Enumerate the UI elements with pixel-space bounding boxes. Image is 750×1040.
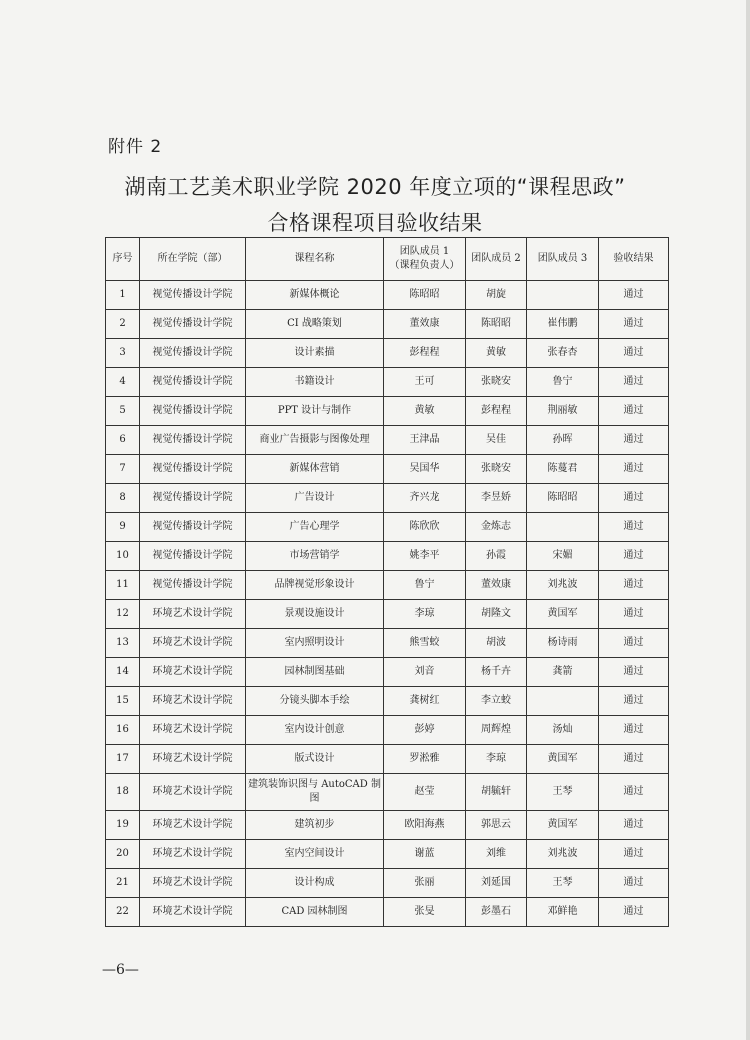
- cell-course: 书籍设计: [246, 368, 384, 397]
- cell-index: 17: [106, 745, 140, 774]
- header-member-3: 团队成员 3: [527, 238, 599, 281]
- cell-college: 环境艺术设计学院: [140, 687, 246, 716]
- table-row: [106, 629, 669, 658]
- cell-college: 环境艺术设计学院: [140, 716, 246, 745]
- cell-index: 8: [106, 484, 140, 513]
- cell-college: 视觉传播设计学院: [140, 397, 246, 426]
- cell-index: 1: [106, 281, 140, 310]
- cell-member-1: 姚李平: [384, 542, 466, 571]
- table-row: [106, 600, 669, 629]
- cell-member-2: 郭思云: [466, 811, 527, 840]
- cell-college: 视觉传播设计学院: [140, 571, 246, 600]
- cell-member-2: 陈昭昭: [466, 310, 527, 339]
- cell-member-1: 吴国华: [384, 455, 466, 484]
- cell-college: 环境艺术设计学院: [140, 898, 246, 927]
- cell-member-2: 吴佳: [466, 426, 527, 455]
- cell-member-3: 孙晖: [527, 426, 599, 455]
- cell-member-3: [527, 281, 599, 310]
- cell-result: 通过: [599, 629, 669, 658]
- table-row: [106, 898, 669, 927]
- cell-index: 10: [106, 542, 140, 571]
- cell-member-2: 李立蛟: [466, 687, 527, 716]
- cell-college: 环境艺术设计学院: [140, 658, 246, 687]
- table-row: [106, 840, 669, 869]
- cell-result: 通过: [599, 898, 669, 927]
- cell-course: 新媒体营销: [246, 455, 384, 484]
- cell-index: 2: [106, 310, 140, 339]
- table-row: [106, 368, 669, 397]
- cell-college: 视觉传播设计学院: [140, 542, 246, 571]
- cell-index: 18: [106, 774, 140, 811]
- cell-member-3: 宋媚: [527, 542, 599, 571]
- cell-member-2: 李琼: [466, 745, 527, 774]
- cell-result: 通过: [599, 869, 669, 898]
- cell-course: 市场营销学: [246, 542, 384, 571]
- header-index: 序号: [106, 238, 140, 281]
- cell-index: 12: [106, 600, 140, 629]
- cell-member-2: 刘维: [466, 840, 527, 869]
- cell-course: 室内照明设计: [246, 629, 384, 658]
- cell-course: 品牌视觉形象设计: [246, 571, 384, 600]
- cell-member-1: 鲁宁: [384, 571, 466, 600]
- table-row: [106, 397, 669, 426]
- cell-member-3: 龚箭: [527, 658, 599, 687]
- cell-member-1: 王可: [384, 368, 466, 397]
- header-member-1: 团队成员 1 （课程负责人）: [384, 238, 466, 281]
- cell-index: 19: [106, 811, 140, 840]
- table-row: [106, 513, 669, 542]
- cell-member-3: 陈昭昭: [527, 484, 599, 513]
- cell-member-1: 龚树红: [384, 687, 466, 716]
- cell-member-2: 胡毓轩: [466, 774, 527, 811]
- table-row: [106, 774, 669, 811]
- cell-index: 15: [106, 687, 140, 716]
- cell-index: 6: [106, 426, 140, 455]
- cell-member-3: 杨诗雨: [527, 629, 599, 658]
- table-row: [106, 745, 669, 774]
- cell-college: 环境艺术设计学院: [140, 811, 246, 840]
- cell-course: PPT 设计与制作: [246, 397, 384, 426]
- cell-member-2: 张晓安: [466, 455, 527, 484]
- cell-member-1: 熊雪蛟: [384, 629, 466, 658]
- table-row: [106, 455, 669, 484]
- table-row: [106, 687, 669, 716]
- cell-index: 22: [106, 898, 140, 927]
- table-row: [106, 339, 669, 368]
- cell-college: 环境艺术设计学院: [140, 869, 246, 898]
- cell-member-1: 罗淞雅: [384, 745, 466, 774]
- cell-member-2: 金炼志: [466, 513, 527, 542]
- table-row: [106, 542, 669, 571]
- cell-index: 14: [106, 658, 140, 687]
- cell-result: 通过: [599, 281, 669, 310]
- page-number: —6—: [102, 962, 139, 978]
- cell-member-3: 张春杏: [527, 339, 599, 368]
- cell-member-3: 刘兆波: [527, 840, 599, 869]
- cell-member-2: 胡旋: [466, 281, 527, 310]
- cell-member-1: 董效康: [384, 310, 466, 339]
- cell-member-2: 张晓安: [466, 368, 527, 397]
- table-row: [106, 281, 669, 310]
- page-edge: [746, 0, 750, 1040]
- cell-member-2: 彭程程: [466, 397, 527, 426]
- cell-course: 分镜头脚本手绘: [246, 687, 384, 716]
- cell-result: 通过: [599, 397, 669, 426]
- cell-member-1: 王津晶: [384, 426, 466, 455]
- cell-member-3: 黄国军: [527, 811, 599, 840]
- cell-college: 视觉传播设计学院: [140, 368, 246, 397]
- cell-member-1: 张旻: [384, 898, 466, 927]
- cell-index: 4: [106, 368, 140, 397]
- cell-college: 视觉传播设计学院: [140, 310, 246, 339]
- cell-member-1: 彭婷: [384, 716, 466, 745]
- cell-college: 视觉传播设计学院: [140, 339, 246, 368]
- cell-member-1: 齐兴龙: [384, 484, 466, 513]
- cell-index: 3: [106, 339, 140, 368]
- cell-course: CI 战略策划: [246, 310, 384, 339]
- cell-result: 通过: [599, 774, 669, 811]
- cell-member-1: 张丽: [384, 869, 466, 898]
- cell-course: 景观设施设计: [246, 600, 384, 629]
- attachment-label: 附件 2: [108, 137, 163, 157]
- cell-college: 视觉传播设计学院: [140, 455, 246, 484]
- cell-result: 通过: [599, 513, 669, 542]
- header-member-2: 团队成员 2: [466, 238, 527, 281]
- cell-college: 视觉传播设计学院: [140, 484, 246, 513]
- cell-member-2: 刘延国: [466, 869, 527, 898]
- table-row: [106, 484, 669, 513]
- table-row: [106, 811, 669, 840]
- cell-index: 16: [106, 716, 140, 745]
- cell-member-3: [527, 687, 599, 716]
- table-row: [106, 869, 669, 898]
- cell-member-3: [527, 513, 599, 542]
- cell-member-3: 陈蔓君: [527, 455, 599, 484]
- cell-course: 新媒体概论: [246, 281, 384, 310]
- cell-member-2: 黄敏: [466, 339, 527, 368]
- cell-college: 视觉传播设计学院: [140, 513, 246, 542]
- cell-course: 室内设计创意: [246, 716, 384, 745]
- cell-index: 5: [106, 397, 140, 426]
- header-college: 所在学院（部）: [140, 238, 246, 281]
- cell-member-3: 崔伟鹏: [527, 310, 599, 339]
- cell-member-1: 刘音: [384, 658, 466, 687]
- cell-result: 通过: [599, 658, 669, 687]
- cell-member-3: 荆丽敏: [527, 397, 599, 426]
- cell-member-3: 黄国军: [527, 600, 599, 629]
- cell-member-2: 彭墨石: [466, 898, 527, 927]
- cell-member-1: 赵莹: [384, 774, 466, 811]
- table-row: [106, 658, 669, 687]
- cell-result: 通过: [599, 600, 669, 629]
- cell-member-2: 杨千卉: [466, 658, 527, 687]
- cell-member-3: 王琴: [527, 774, 599, 811]
- cell-course: 版式设计: [246, 745, 384, 774]
- cell-course: 园林制图基础: [246, 658, 384, 687]
- cell-result: 通过: [599, 542, 669, 571]
- cell-member-3: 鲁宁: [527, 368, 599, 397]
- cell-member-1: 陈欣欣: [384, 513, 466, 542]
- cell-member-3: 王琴: [527, 869, 599, 898]
- table-row: [106, 716, 669, 745]
- header-course: 课程名称: [246, 238, 384, 281]
- table-row: [106, 571, 669, 600]
- cell-member-1: 谢蓝: [384, 840, 466, 869]
- cell-member-1: 陈昭昭: [384, 281, 466, 310]
- cell-index: 21: [106, 869, 140, 898]
- cell-result: 通过: [599, 687, 669, 716]
- results-table: [105, 237, 669, 927]
- cell-course: 商业广告摄影与图像处理: [246, 426, 384, 455]
- cell-index: 13: [106, 629, 140, 658]
- cell-result: 通过: [599, 484, 669, 513]
- cell-member-3: 汤灿: [527, 716, 599, 745]
- cell-index: 20: [106, 840, 140, 869]
- cell-college: 视觉传播设计学院: [140, 281, 246, 310]
- cell-result: 通过: [599, 368, 669, 397]
- cell-college: 环境艺术设计学院: [140, 774, 246, 811]
- cell-member-2: 董效康: [466, 571, 527, 600]
- cell-result: 通过: [599, 571, 669, 600]
- cell-member-2: 周辉煌: [466, 716, 527, 745]
- cell-member-3: 黄国军: [527, 745, 599, 774]
- cell-member-1: 彭程程: [384, 339, 466, 368]
- header-result: 验收结果: [599, 238, 669, 281]
- cell-member-1: 欧阳海燕: [384, 811, 466, 840]
- cell-index: 11: [106, 571, 140, 600]
- cell-course: 室内空间设计: [246, 840, 384, 869]
- cell-course: 建筑装饰识图与 AutoCAD 制图: [246, 774, 384, 811]
- cell-member-3: 邓鲜艳: [527, 898, 599, 927]
- cell-college: 环境艺术设计学院: [140, 745, 246, 774]
- cell-member-2: 孙霞: [466, 542, 527, 571]
- table-row: [106, 310, 669, 339]
- cell-college: 环境艺术设计学院: [140, 629, 246, 658]
- cell-course: 设计素描: [246, 339, 384, 368]
- document-title-line-1: 湖南工艺美术职业学院 2020 年度立项的“课程思政”: [124, 175, 626, 199]
- cell-member-2: 胡波: [466, 629, 527, 658]
- cell-member-1: 李琼: [384, 600, 466, 629]
- cell-member-2: 胡隆文: [466, 600, 527, 629]
- cell-index: 7: [106, 455, 140, 484]
- cell-result: 通过: [599, 339, 669, 368]
- table-row: [106, 426, 669, 455]
- table-body: [106, 281, 669, 927]
- cell-member-2: 李昱娇: [466, 484, 527, 513]
- cell-result: 通过: [599, 310, 669, 339]
- table-header-row: [106, 238, 669, 281]
- cell-course: 设计构成: [246, 869, 384, 898]
- cell-course: 建筑初步: [246, 811, 384, 840]
- cell-result: 通过: [599, 716, 669, 745]
- cell-index: 9: [106, 513, 140, 542]
- cell-course: 广告心理学: [246, 513, 384, 542]
- cell-result: 通过: [599, 455, 669, 484]
- document-title-line-2: 合格课程项目验收结果: [267, 211, 483, 235]
- cell-member-1: 黄敏: [384, 397, 466, 426]
- cell-college: 环境艺术设计学院: [140, 840, 246, 869]
- cell-course: 广告设计: [246, 484, 384, 513]
- cell-college: 视觉传播设计学院: [140, 426, 246, 455]
- cell-member-3: 刘兆波: [527, 571, 599, 600]
- cell-course: CAD 园林制图: [246, 898, 384, 927]
- cell-result: 通过: [599, 811, 669, 840]
- cell-result: 通过: [599, 840, 669, 869]
- cell-result: 通过: [599, 745, 669, 774]
- cell-result: 通过: [599, 426, 669, 455]
- cell-college: 环境艺术设计学院: [140, 600, 246, 629]
